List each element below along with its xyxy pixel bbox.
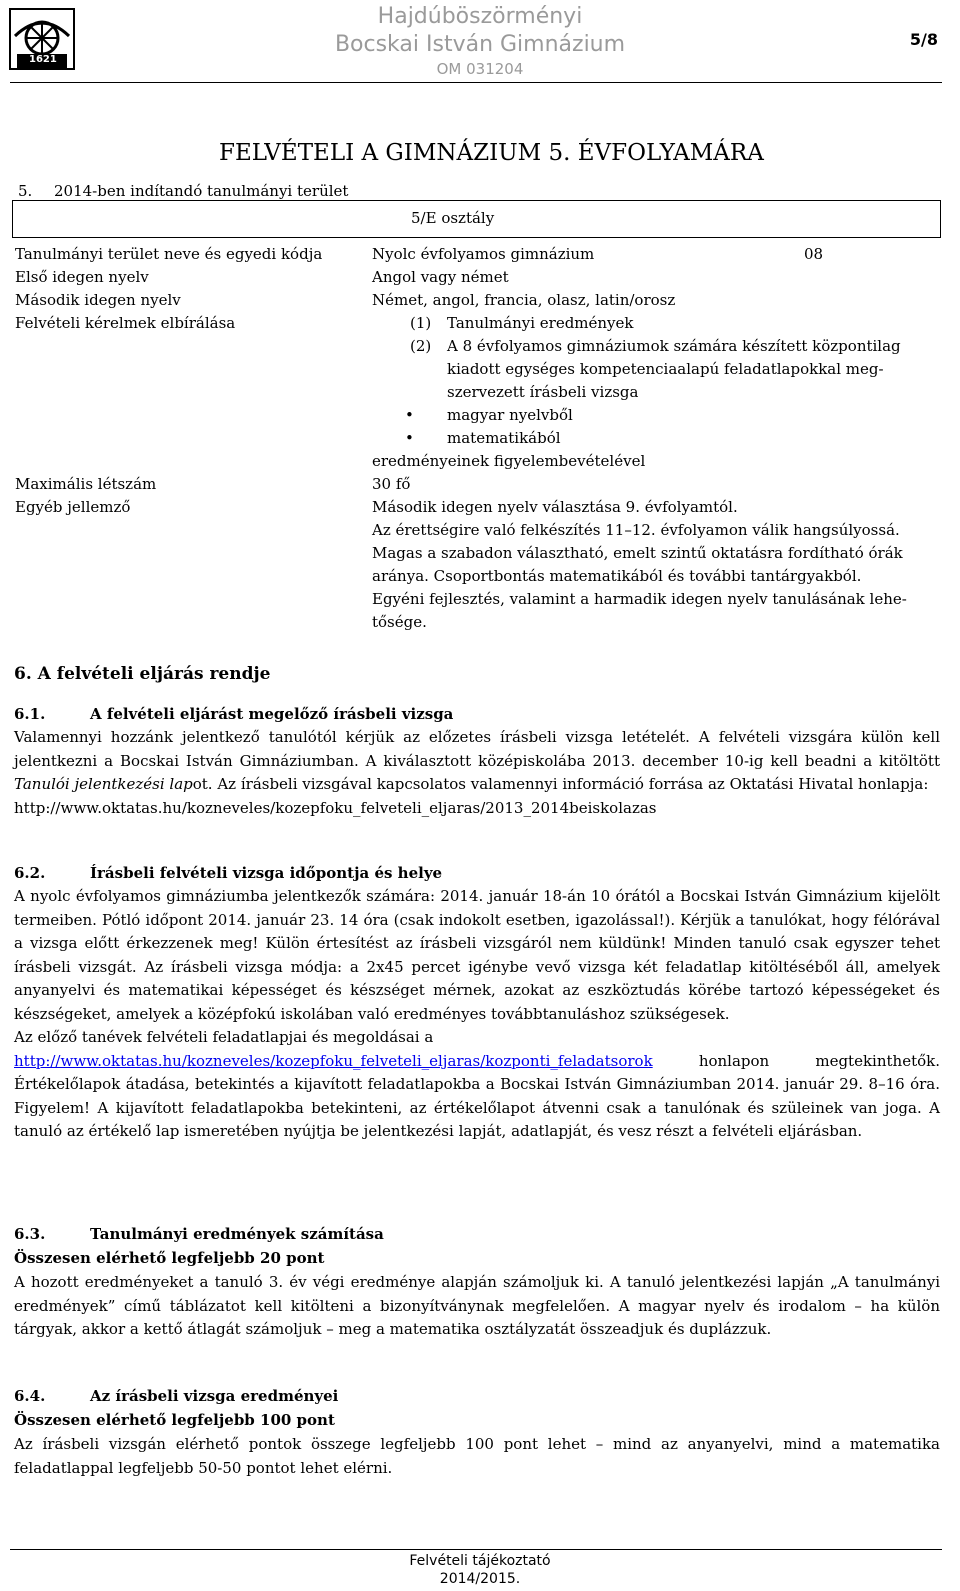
other-line5: Egyéni fejlesztés, valamint a harmadik idegen nyelv tanulásának lehe- [372,590,907,608]
row-label-first-language: Első idegen nyelv [15,268,149,286]
s61-title: A felvételi eljárást megelőző írásbeli vizsga [90,705,454,723]
eval-item2-num: (2) [410,337,432,355]
section5-title: 2014-ben indítandó tanulmányi terület [54,182,349,200]
section5-number: 5. [18,182,33,200]
other-line1: Második idegen nyelv választása 9. évfolyamtól. [372,498,738,516]
eval-item2-line2: kiadott egységes kompetenciaalapú feladatlapokkal meg- [447,360,884,378]
other-line2: Az érettségire való felkészítés 11–12. évfolyamon válik hangsúlyossá. [372,521,900,539]
eval-item2-line1: A 8 évfolyamos gimnáziumok számára készített központilag [447,337,901,355]
header-rule [10,82,942,83]
eval-bullet-hungarian: • magyar nyelvből [447,404,573,427]
eval-bullet-math: • matematikából [447,427,561,450]
row-label-evaluation: Felvételi kérelmek elbírálása [15,314,236,332]
row-label-second-language: Második idegen nyelv [15,291,181,309]
s62-link[interactable]: http://www.oktatas.hu/kozneveles/kozepfoku_felveteli_eljaras/kozponti_feladatsorok [14,1051,653,1070]
other-line6: tősége. [372,613,427,631]
s63-number: 6.3. [14,1225,46,1243]
school-name-line1: Hajdúböszörményi [377,4,583,29]
s62-paragraph [14,885,940,1144]
main-title: FELVÉTELI A GIMNÁZIUM 5. ÉVFOLYAMÁRA [219,140,764,166]
s62-text3: honlapon megtekinthetők. Értékelőlapok átadása, betekintés a kijavított feladatlapokba a Bocskai István Gimnáziumban 2014. január 29. 8–16 óra. Figyelem! A kijavított feladatlapokba betekinteni, az értékelőlapot átvenni csak a tanulónak és szüleinek van joga. A tanuló az értékelő lap ismeretében nyújtja be jelentkezési lapját, adatlapját, és vesz részt a felvételi eljárásban. [14,1051,940,1140]
s63-paragraph [14,1271,940,1342]
s62-title: Írásbeli felvételi vizsga időpontja és helye [90,864,443,882]
s64-title: Az írásbeli vizsga eredményei [90,1387,339,1405]
s62-text2: Az előző tanévek felvételi feladatlapjai és megoldásai a [14,1028,434,1046]
s64-text: Az írásbeli vizsgán elérhető pontok összege legfeljebb 100 pont lehet – mind az anyanyelvi, mind a matematika feladatlappal legfeljebb 50-50 pontot lehet elérni. [14,1435,940,1477]
row-value-study-area: Nyolc évfolyamos gimnázium [372,245,595,263]
s61-text-b: ot. Az írásbeli vizsgával kapcsolatos valamennyi információ forrása az Oktatási Hivatal honlapja: [192,775,929,793]
om-code: OM 031204 [436,60,524,78]
s61-italic: Tanulói jelentkezési lap [14,775,193,793]
s63-subtitle: Összesen elérhető legfeljebb 20 pont [14,1249,325,1267]
eval-item1: Tanulmányi eredmények [447,314,634,332]
logo-year: 1621 [29,54,57,65]
section6-title: 6. A felvételi eljárás rendje [14,664,271,684]
s61-number: 6.1. [14,705,46,723]
row-value-first-language: Angol vagy német [372,268,509,286]
school-name-line2: Bocskai István Gimnázium [334,32,626,57]
row-label-other: Egyéb jellemző [15,498,131,516]
row-label-max-headcount: Maximális létszám [15,475,157,493]
row-value-code: 08 [804,245,824,263]
s61-url: http://www.oktatas.hu/kozneveles/kozepfoku_felveteli_eljaras/2013_2014beiskolazas [14,798,657,817]
s61-text-a: Valamennyi hozzánk jelentkező tanulótól kérjük az előzetes írásbeli vizsga letételét. A felvételi vizsgára külön kell jelentkezni a Bocskai István Gimnáziumban. A kiválasztott középiskolába 2013. december 10-ig kell beadni a kitöltött [14,728,940,770]
class-label: 5/E osztály [411,209,495,227]
s64-number: 6.4. [14,1387,46,1405]
page-number: 5/8 [909,30,938,49]
eval-item1-num: (1) [410,314,432,332]
class-box [12,200,941,238]
row-value-second-language: Német, angol, francia, olasz, latin/orosz [372,291,676,309]
other-line3: Magas a szabadon választható, emelt szintű oktatásra fordítható órák [372,544,903,562]
footer-rule [10,1549,942,1550]
s62-number: 6.2. [14,864,46,882]
other-line4: aránya. Csoportbontás matematikából és további tantárgyakból. [372,567,862,585]
row-value-max-headcount: 30 fő [372,475,411,493]
eval-item2-line3: szervezett írásbeli vizsga [447,383,639,401]
s61-paragraph [14,726,940,820]
eval-tail: eredményeinek figyelembevételével [372,452,646,470]
row-label-study-area: Tanulmányi terület neve és egyedi kódja [15,245,323,263]
s64-subtitle: Összesen elérhető legfeljebb 100 pont [14,1411,335,1429]
s64-paragraph [14,1433,940,1480]
s63-text: A hozott eredményeket a tanuló 3. év végi eredménye alapján számoljuk ki. A tanuló jelentkezési lapján „A tanulmányi eredmények” című táblázatot kell kitölteni a bizonyítványnak megfelelően. A magyar nyelv és irodalom – ha külön tárgyak, akkor a kettő átlagát számoljuk – meg a matematika osztályzatát összeadjuk és duplázzuk. [14,1273,940,1338]
s62-text: A nyolc évfolyamos gimnáziumba jelentkezők számára: 2014. január 18-án 10 órától a Bocskai István Gimnázium kijelölt termeiben. Pótló időpont 2014. január 23. 14 óra (csak indokolt esetben, igazolással!). Kérjük a tanulókat, hogy félórával a vizsga előtt érkezzenek meg! Külön értesítést az írásbeli vizsgáról nem küldünk! Minden tanuló csak egyszer tehet írásbeli vizsgát. Az írásbeli vizsga módja: a 2x45 percet igénybe vevő vizsga két feladatlap kitöltéséből áll, amelyek anyanyelvi és matematikai képességet és készséget mérnek, azokat az eszköztudás körébe tartozó képességeket és készségeket, amelyek a középfokú iskolában való eredményes továbbtanuláshoz szükségesek. [14,887,940,1023]
footer-line1: Felvételi tájékoztató [409,1553,551,1569]
s63-title: Tanulmányi eredmények számítása [90,1225,384,1243]
footer-line2: 2014/2015. [439,1571,521,1587]
